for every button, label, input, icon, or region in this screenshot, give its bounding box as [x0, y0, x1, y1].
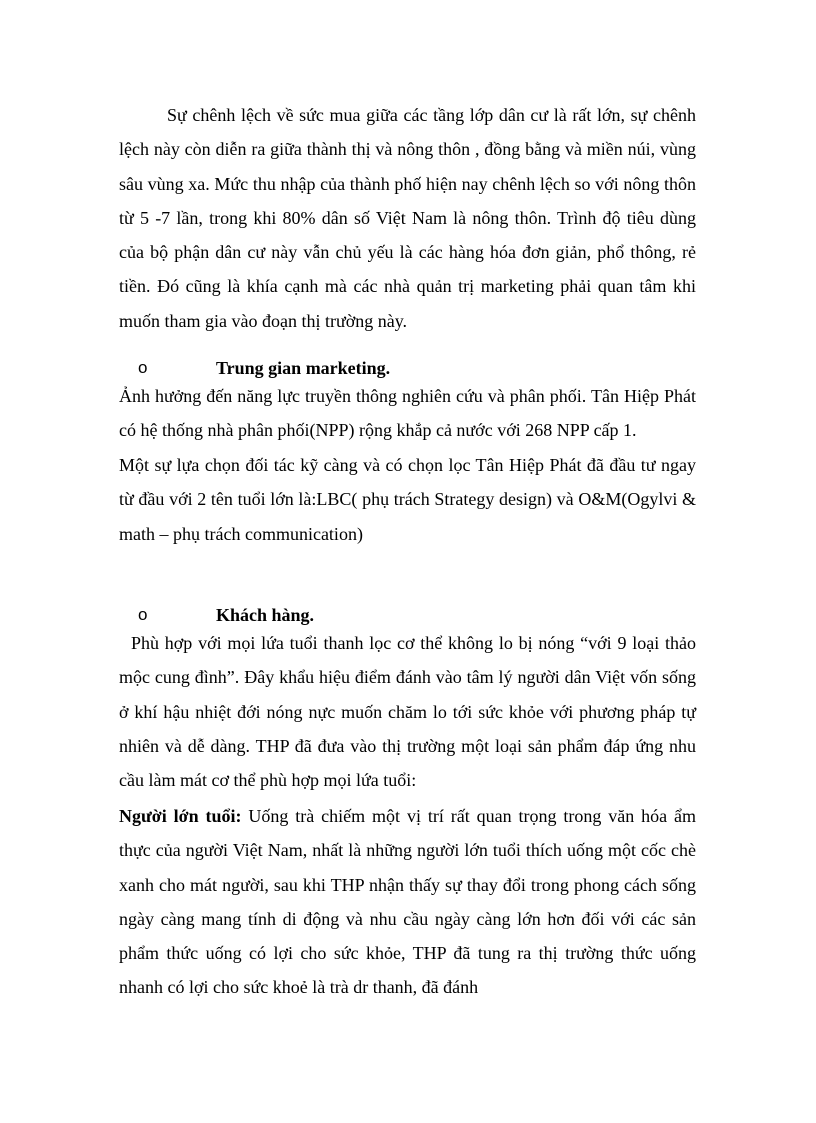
paragraph-customers: Phù hợp với mọi lứa tuổi thanh lọc cơ thể không lo bị nóng “với 9 loại thảo mộc cung đình”. Đây khẩu hiệu điểm đánh vào tâm lý người dân Việt vốn sống ở khí hậu nhiệt đới nóng nực muốn chăm lo tới sức khỏe với phương pháp tự nhiên và dễ dàng. THP đã đưa vào thị trường một loại sản phẩm đáp ứng nhu cầu làm mát cơ thể phù hợp mọi lứa tuổi: — [119, 633, 696, 791]
elderly-lead-label: Người lớn tuổi: — [119, 806, 242, 826]
heading-text: Trung gian marketing. — [216, 358, 391, 378]
paragraph-partners: Một sự lựa chọn đối tác kỹ càng và có chọn lọc Tân Hiệp Phát đã đầu tư ngay từ đầu với 2 tên tuổi lớn là:LBC( phụ trách Strategy design) và O&M(Ogylvi & math – phụ trách communication) — [119, 455, 696, 544]
bullet-marker: o — [138, 605, 148, 624]
paragraph-elderly — [119, 799, 696, 1005]
heading-customers — [138, 603, 314, 627]
elderly-body-text: Uống trà chiếm một vị trí rất quan trọng trong văn hóa ẩm thực của người Việt Nam, nhất là những người lớn tuổi thích uống một cốc chè xanh cho mát người, sau khi THP nhận thấy sự thay đổi trong phong cách sống ngày càng mang tính di động và nhu cầu ngày càng lớn hơn đối với các sản phẩm thức uống có lợi cho sức khỏe, THP đã tung ra thị trường thức uống nhanh có lợi cho sức khoẻ là trà dr thanh, đã đánh — [119, 806, 696, 998]
paragraph-purchasing-power: Sự chênh lệch về sức mua giữa các tầng lớp dân cư là rất lớn, sự chênh lệch này còn diễn ra giữa thành thị và nông thôn , đồng bằng và miền núi, vùng sâu vùng xa. Mức thu nhập của thành phố hiện nay chênh lệch so với nông thôn từ 5 -7 lần, trong khi 80% dân số Việt Nam là nông thôn. Trình độ tiêu dùng của bộ phận dân cư này vẫn chủ yếu là các hàng hóa đơn giản, phổ thông, rẻ tiền. Đó cũng là khía cạnh mà các nhà quản trị marketing phải quan tâm khi muốn tham gia vào đoạn thị trường này. — [119, 105, 696, 331]
bullet-marker: o — [138, 358, 148, 377]
heading-text: Khách hàng. — [216, 605, 315, 625]
paragraph-distribution: Ảnh hưởng đến năng lực truyền thông nghiên cứu và phân phối. Tân Hiệp Phát có hệ thống nhà phân phối(NPP) rộng khắp cả nước với 268 NPP cấp 1. — [119, 386, 696, 441]
heading-marketing-intermediaries — [138, 356, 390, 380]
